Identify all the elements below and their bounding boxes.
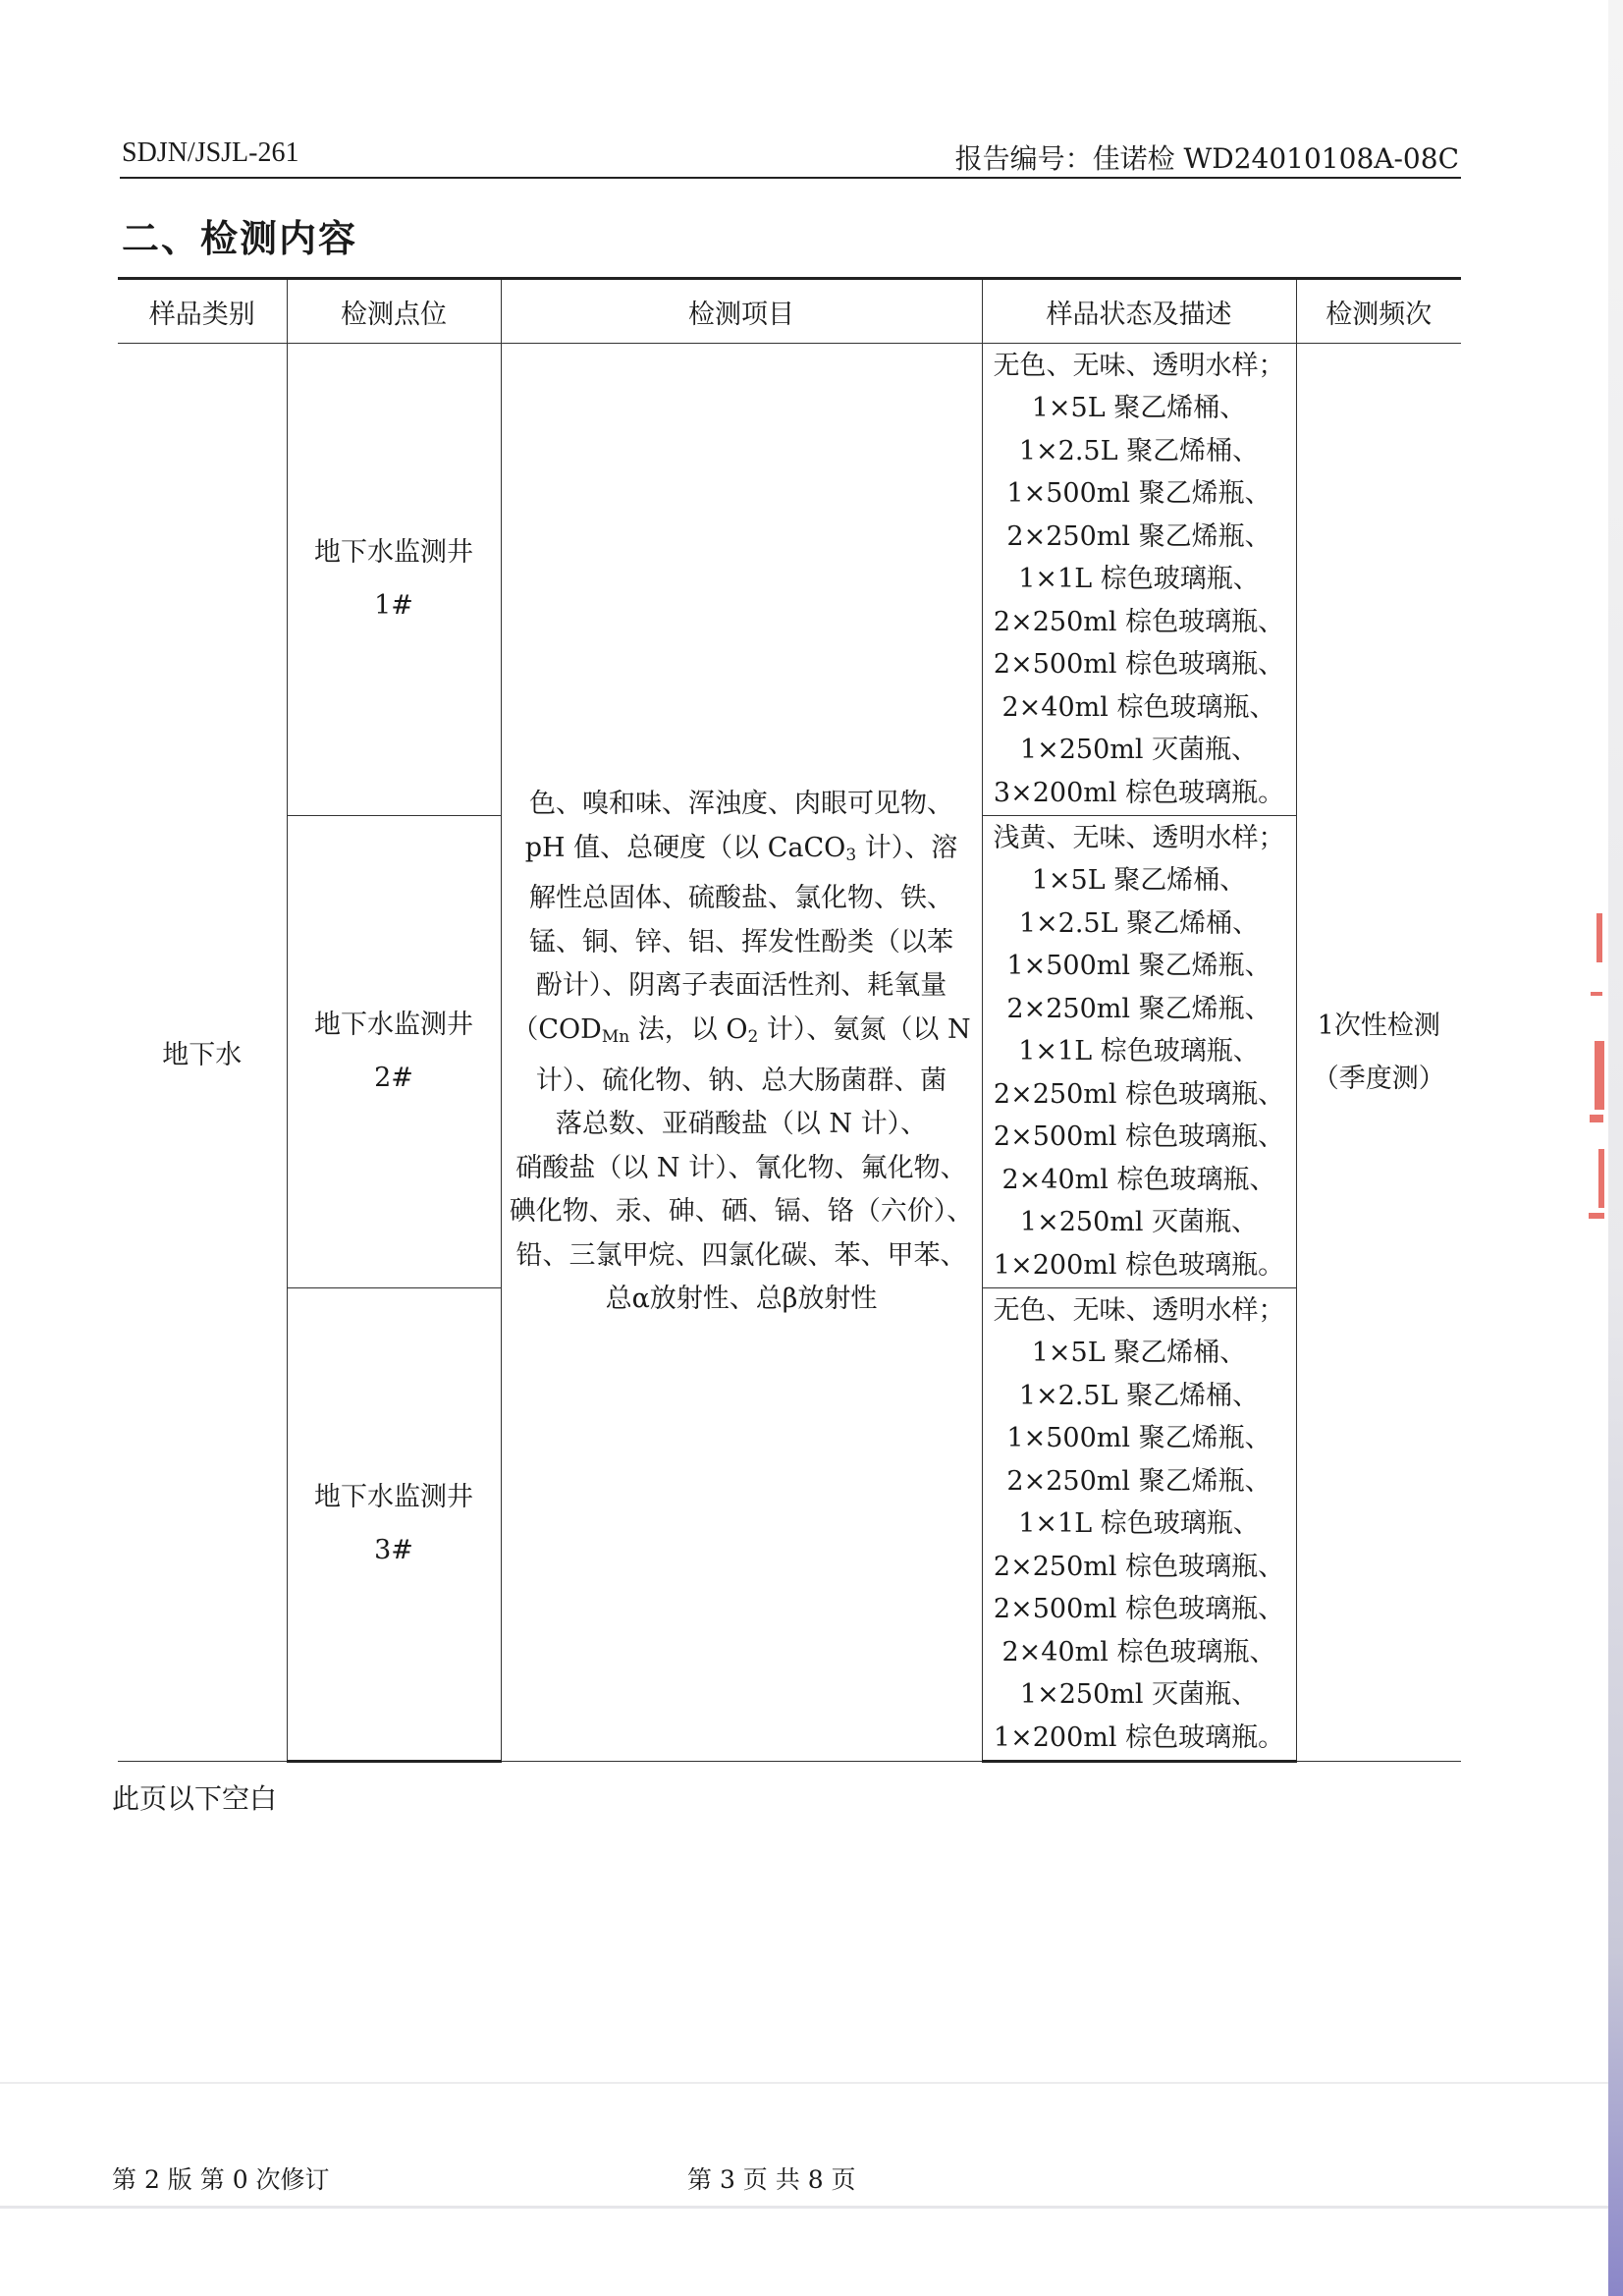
test-point-name: 地下水监测井 [314, 1010, 473, 1040]
footer-divider-top [0, 2082, 1608, 2084]
test-point-number: 1# [374, 590, 413, 621]
description-line: 2×40ml 棕色玻璃瓶、 [1001, 1636, 1276, 1667]
items-line: （$COD_{Mn}$ 法，以 $O_2$ 计）、氨氮（以 N [512, 1013, 971, 1047]
frequency-cell [1296, 344, 1461, 1762]
test-items-cell [501, 344, 982, 1762]
description-line: 1×1L 棕色玻璃瓶、 [1018, 1036, 1260, 1067]
test-point-number: 2# [374, 1063, 413, 1093]
subscript: 2 [747, 1026, 759, 1047]
description-line: 2×250ml 棕色玻璃瓶、 [993, 1078, 1285, 1110]
description-line: 2×250ml 聚乙烯瓶、 [1006, 1465, 1271, 1497]
description-line: 无色、无味、透明水样； [993, 1294, 1285, 1326]
page-number: 第 3 页 共 8 页 [687, 2165, 856, 2194]
column-header-test-point: 检测点位 [287, 279, 501, 344]
description-line: 1×2.5L 聚乙烯桶、 [1018, 907, 1260, 939]
description-line: 1×200ml 棕色玻璃瓶。 [993, 1249, 1285, 1281]
seal-stamp-fragment [1587, 913, 1608, 1228]
description-line: 2×40ml 棕色玻璃瓶、 [1001, 691, 1276, 723]
sample-description-cell [982, 1288, 1296, 1762]
description-line: 2×250ml 棕色玻璃瓶、 [993, 1551, 1285, 1582]
description-line: 1×500ml 聚乙烯瓶、 [1006, 478, 1271, 510]
description-line: 2×500ml 棕色玻璃瓶、 [993, 649, 1285, 681]
description-line: 无色、无味、透明水样； [993, 350, 1285, 381]
test-point-name: 地下水监测井 [314, 1482, 473, 1512]
description-line: 1×500ml 聚乙烯瓶、 [1006, 951, 1271, 982]
description-line: 1×1L 棕色玻璃瓶、 [1018, 1508, 1260, 1540]
test-point-cell [287, 816, 501, 1288]
column-header-frequency: 检测频次 [1296, 279, 1461, 344]
description-line: 1×2.5L 聚乙烯桶、 [1018, 435, 1260, 466]
description-line: 1×250ml 灭菌瓶、 [1019, 1679, 1259, 1711]
description-line: 1×5L 聚乙烯桶、 [1031, 393, 1247, 424]
description-line: 2×250ml 聚乙烯瓶、 [1006, 520, 1271, 552]
items-line: 硝酸盐（以 N 计）、氰化物、氟化物、 [515, 1152, 967, 1183]
sample-category-cell: 地下水 [118, 344, 287, 1762]
test-point-name: 地下水监测井 [314, 537, 473, 568]
description-line: 1×250ml 灭菌瓶、 [1019, 1207, 1259, 1238]
description-line: 3×200ml 棕色玻璃瓶。 [993, 777, 1285, 808]
items-line: 落总数、亚硝酸盐（以 N 计）、 [555, 1109, 928, 1140]
items-line: 碘化物、汞、砷、硒、镉、铬（六价）、 [509, 1196, 974, 1228]
description-line: 浅黄、无味、透明水样； [993, 822, 1285, 853]
items-line: 铅、三氯甲烷、四氯化碳、苯、甲苯、 [515, 1239, 967, 1271]
items-line: 计）、硫化物、钠、总大肠菌群、菌 [535, 1065, 947, 1096]
blank-below-note: 此页以下空白 [112, 1782, 278, 1815]
description-line: 2×250ml 聚乙烯瓶、 [1006, 993, 1271, 1024]
sample-description-cell [982, 816, 1296, 1288]
column-header-sample-description: 样品状态及描述 [982, 279, 1296, 344]
description-line: 2×500ml 棕色玻璃瓶、 [993, 1594, 1285, 1625]
testing-content-table [118, 277, 1461, 1763]
scan-edge-strip [1608, 0, 1623, 2296]
description-line: 2×40ml 棕色玻璃瓶、 [1001, 1164, 1276, 1195]
description-line: 1×1L 棕色玻璃瓶、 [1018, 564, 1260, 595]
frequency-line: （季度测） [1312, 1063, 1445, 1094]
section-title: 二、检测内容 [122, 216, 358, 260]
table-header-row [118, 279, 1461, 344]
description-line: 1×5L 聚乙烯桶、 [1031, 1338, 1247, 1369]
column-header-test-items: 检测项目 [501, 279, 982, 344]
description-line: 1×200ml 棕色玻璃瓶。 [993, 1722, 1285, 1753]
test-point-number: 3# [374, 1535, 413, 1565]
subscript: Mn [601, 1026, 630, 1047]
items-line: pH 值、总硬度（以 CaCO$_3$ 计）、溶 [524, 832, 958, 865]
column-header-sample-category: 样品类别 [118, 279, 287, 344]
document-code: SDJN/JSJL-261 [122, 137, 299, 168]
description-line: 1×2.5L 聚乙烯桶、 [1018, 1380, 1260, 1411]
description-line: 2×250ml 棕色玻璃瓶、 [993, 606, 1285, 637]
description-line: 1×500ml 聚乙烯瓶、 [1006, 1423, 1271, 1454]
items-line: 总α放射性、总β放射性 [605, 1284, 878, 1315]
items-line: 酚计）、阴离子表面活性剂、耗氧量 [535, 970, 947, 1002]
footer-divider-bottom [0, 2206, 1608, 2209]
test-point-cell [287, 344, 501, 816]
test-point-cell [287, 1288, 501, 1762]
description-line: 1×5L 聚乙烯桶、 [1031, 865, 1247, 897]
frequency-line: 1次性检测 [1317, 1010, 1440, 1041]
subscript: 3 [845, 845, 857, 865]
sample-description-cell [982, 344, 1296, 816]
table-row [118, 344, 1461, 816]
description-line: 1×250ml 灭菌瓶、 [1019, 735, 1259, 766]
items-line: 解性总固体、硫酸盐、氯化物、铁、 [529, 883, 953, 914]
description-line: 2×500ml 棕色玻璃瓶、 [993, 1121, 1285, 1153]
items-line: 色、嗅和味、浑浊度、肉眼可见物、 [529, 788, 953, 819]
report-number: 报告编号：佳诺检 WD24010108A-08C [954, 142, 1459, 175]
items-line: 锰、铜、锌、铝、挥发性酚类（以苯 [529, 926, 953, 957]
version-info: 第 2 版 第 0 次修订 [112, 2165, 330, 2194]
header-divider [120, 177, 1461, 179]
